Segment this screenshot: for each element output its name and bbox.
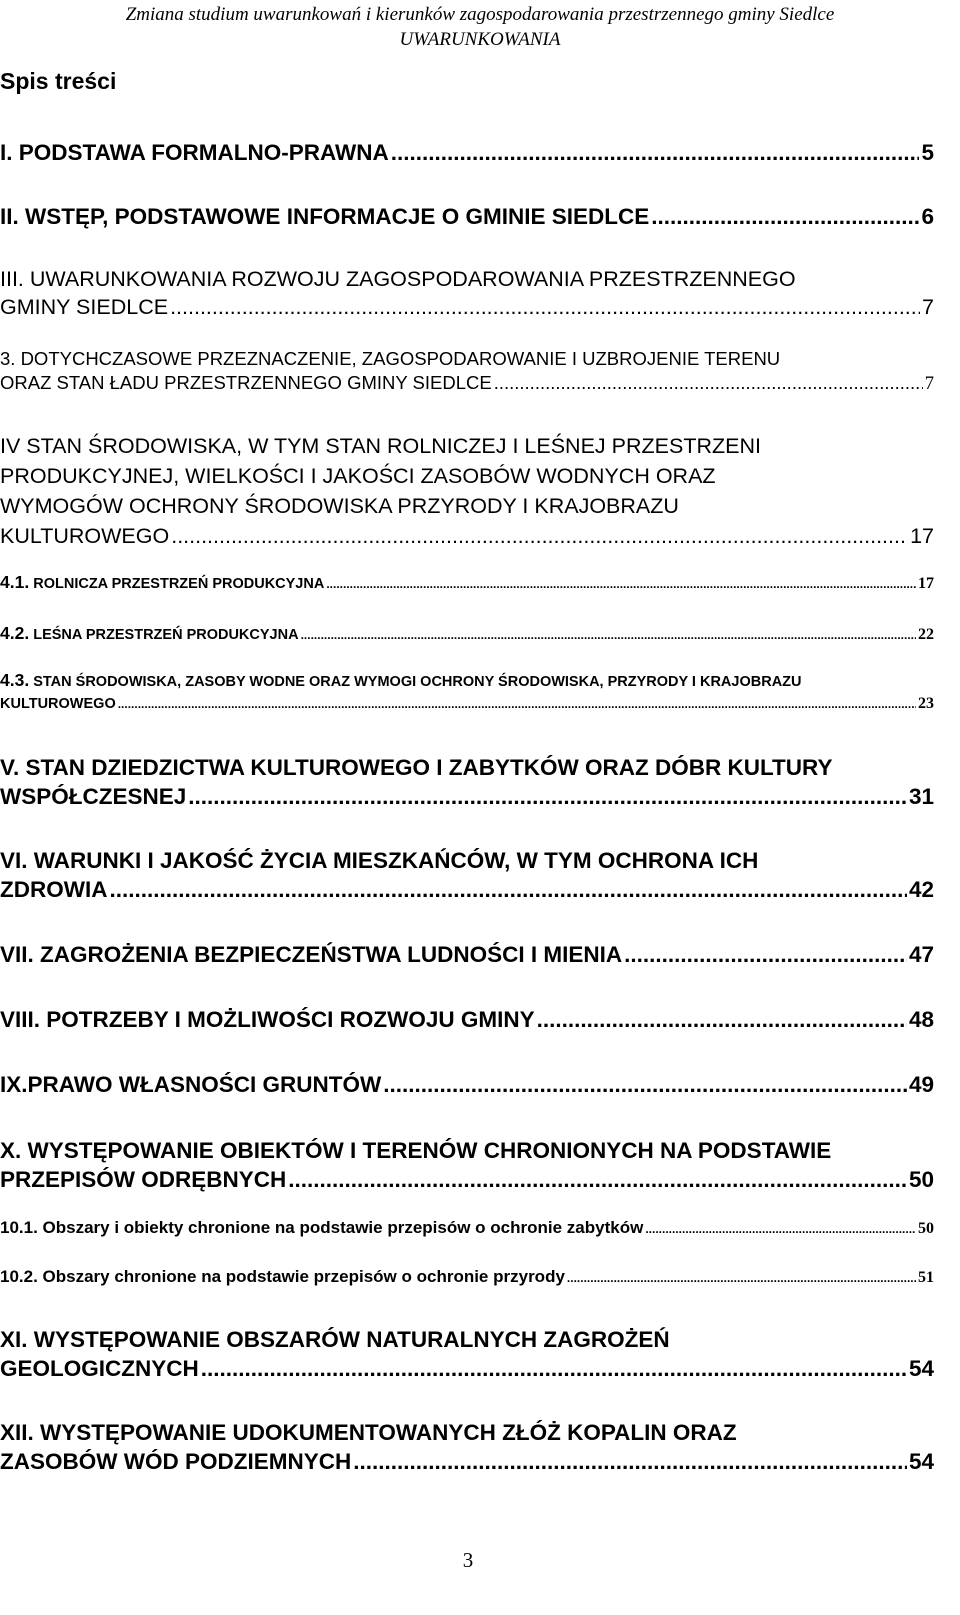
toc-entry-section-4-3[interactable] (0, 669, 934, 715)
toc-entry-chapter-6[interactable] (0, 846, 934, 904)
toc-entry-chapter-10[interactable] (0, 1136, 934, 1194)
leader-dots (118, 693, 916, 715)
toc-entry-text: STAN ŚRODOWISKA, ZASOBY WODNE ORAZ WYMOGI OCHRONY ŚRODOWISKA, PRZYRODY I KRAJOBRAZU (33, 674, 802, 690)
toc-page-number: 54 (908, 1356, 934, 1381)
toc-entry-text: GEOLOGICZNYCH (0, 1356, 199, 1381)
toc-entry-section-3[interactable] (0, 347, 934, 396)
toc-entry-chapter-3[interactable] (0, 265, 934, 321)
toc-entry-text: II. WSTĘP, PODSTAWOWE INFORMACJE O GMINIE SIEDLCE (0, 204, 650, 229)
toc-entry-text: VI. WARUNKI I JAKOŚĆ ŻYCIA MIESZKAŃCÓW, W TYM OCHRONA ICH (0, 848, 759, 873)
toc-entry-text: WSPÓŁCZESNEJ (0, 784, 187, 809)
toc-entry-text: LEŚNA PRZESTRZEŃ PRODUKCYJNA (33, 627, 299, 643)
toc-entry-text: GMINY SIEDLCE (0, 295, 169, 319)
toc-entry-text: I. PODSTAWA FORMALNO-PRAWNA (0, 140, 389, 165)
leader-dots (624, 940, 907, 969)
toc-entry-text: III. UWARUNKOWANIA ROZWOJU ZAGOSPODAROWANIA PRZESTRZENNEGO (0, 267, 796, 291)
toc-entry-text: PRZEPISÓW ODRĘBNYCH (0, 1167, 287, 1192)
toc-page-number: 54 (908, 1449, 934, 1474)
toc-entry-text: IV STAN ŚRODOWISKA, W TYM STAN ROLNICZEJ I LEŚNEJ PRZESTRZENI (0, 434, 761, 458)
toc-page-number: 22 (918, 626, 934, 643)
toc-page-number: 50 (908, 1167, 934, 1192)
toc-page-number: 50 (918, 1220, 934, 1237)
leader-dots (567, 1265, 916, 1290)
toc-title: Spis treści (0, 68, 117, 94)
header-title: Zmiana studium uwarunkowań i kierunków zagospodarowania przestrzennego gminy Siedlce (125, 4, 835, 25)
leader-dots (301, 624, 916, 646)
toc-entry-chapter-8[interactable] (0, 1005, 934, 1034)
toc-entry-chapter-11[interactable] (0, 1325, 934, 1383)
toc-entry-text: X. WYSTĘPOWANIE OBIEKTÓW I TERENÓW CHRONIONYCH NA PODSTAWIE (0, 1138, 832, 1163)
leader-dots (109, 875, 906, 904)
toc-page-number: 47 (908, 942, 934, 967)
toc-page-number: 31 (908, 784, 934, 809)
toc-page-number: 42 (908, 877, 934, 902)
toc-entry-number: 4.1. (0, 572, 30, 592)
toc-entry-section-4-1[interactable] (0, 571, 934, 595)
toc-entry-text: ZDROWIA (0, 877, 108, 902)
leader-dots (391, 138, 920, 167)
toc-entry-section-10-2[interactable] (0, 1265, 934, 1290)
toc-entry-text: IX.PRAWO WŁASNOŚCI GRUNTÓW (0, 1072, 382, 1097)
toc-entry-text: ORAZ STAN ŁADU PRZESTRZENNEGO GMINY SIEDLCE (0, 372, 492, 393)
toc-entry-number: 4.3. (0, 670, 30, 690)
toc-page-number: 5 (921, 140, 934, 165)
leader-dots (170, 293, 920, 321)
toc-page-number: 49 (908, 1072, 934, 1097)
toc-entry-text: 3. DOTYCHCZASOWE PRZEZNACZENIE, ZAGOSPODAROWANIE I UZBROJENIE TERENU (0, 348, 781, 369)
toc-entry-text: ROLNICZA PRZESTRZEŃ PRODUKCYJNA (33, 576, 325, 592)
leader-dots (383, 1070, 907, 1099)
toc-page-number: 48 (908, 1007, 934, 1032)
leader-dots (188, 782, 907, 811)
leader-dots (537, 1005, 907, 1034)
toc-entry-chapter-5[interactable] (0, 753, 934, 811)
leader-dots (326, 573, 916, 595)
toc-entry-text: WYMOGÓW OCHRONY ŚRODOWISKA PRZYRODY I KRAJOBRAZU (0, 494, 679, 518)
leader-dots (645, 1216, 916, 1241)
toc-page-number: 51 (918, 1269, 934, 1286)
leader-dots (353, 1447, 907, 1476)
toc-entry-text: KULTUROWEGO (0, 696, 116, 712)
toc-entry-number: 4.2. (0, 623, 30, 643)
toc-entry-section-4-2[interactable] (0, 622, 934, 646)
toc-entry-chapter-2[interactable] (0, 202, 934, 231)
toc-page-number: 17 (918, 575, 934, 592)
toc-entry-section-10-1[interactable] (0, 1216, 934, 1241)
toc-entry-text: PRODUKCYJNEJ, WIELKOŚCI I JAKOŚCI ZASOBÓW WODNYCH ORAZ (0, 464, 716, 488)
toc-entry-text: ZASOBÓW WÓD PODZIEMNYCH (0, 1449, 352, 1474)
toc-entry-chapter-7[interactable] (0, 940, 934, 969)
leader-dots (288, 1165, 907, 1194)
page-number: 3 (462, 1548, 474, 1572)
leader-dots (494, 371, 923, 395)
toc-entry-text: V. STAN DZIEDZICTWA KULTUROWEGO I ZABYTKÓW ORAZ DÓBR KULTURY (0, 755, 833, 780)
toc-entry-chapter-9[interactable] (0, 1070, 934, 1099)
document-header (0, 0, 960, 52)
toc-entry-text: VII. ZAGROŻENIA BEZPIECZEŃSTWA LUDNOŚCI I MIENIA (0, 942, 623, 967)
toc-entry-chapter-12[interactable] (0, 1418, 934, 1476)
toc-entry-text: XI. WYSTĘPOWANIE OBSZARÓW NATURALNYCH ZAGROŻEŃ (0, 1327, 670, 1352)
header-subtitle: UWARUNKOWANIA (399, 29, 561, 50)
toc-entry-text: KULTUROWEGO (0, 524, 170, 548)
toc-entry-text: 10.2. Obszary chronione na podstawie przepisów o ochronie przyrody (0, 1267, 565, 1286)
toc-page-number: 7 (924, 374, 934, 394)
toc-entry-text: VIII. POTRZEBY I MOŻLIWOŚCI ROZWOJU GMINY (0, 1007, 535, 1032)
toc-entry-chapter-1[interactable] (0, 138, 934, 167)
toc-entry-chapter-4[interactable] (0, 431, 934, 551)
toc-entry-text: XII. WYSTĘPOWANIE UDOKUMENTOWANYCH ZŁÓŻ KOPALIN ORAZ (0, 1420, 737, 1445)
leader-dots (171, 521, 908, 551)
toc-page-number: 6 (921, 204, 934, 229)
toc-entry-text: 10.1. Obszary i obiekty chronione na podstawie przepisów o ochronie zabytków (0, 1218, 644, 1237)
toc-page-number: 17 (910, 524, 934, 548)
toc-page-number: 23 (918, 695, 934, 712)
leader-dots (651, 202, 919, 231)
leader-dots (201, 1354, 907, 1383)
toc-page-number: 7 (922, 295, 934, 319)
